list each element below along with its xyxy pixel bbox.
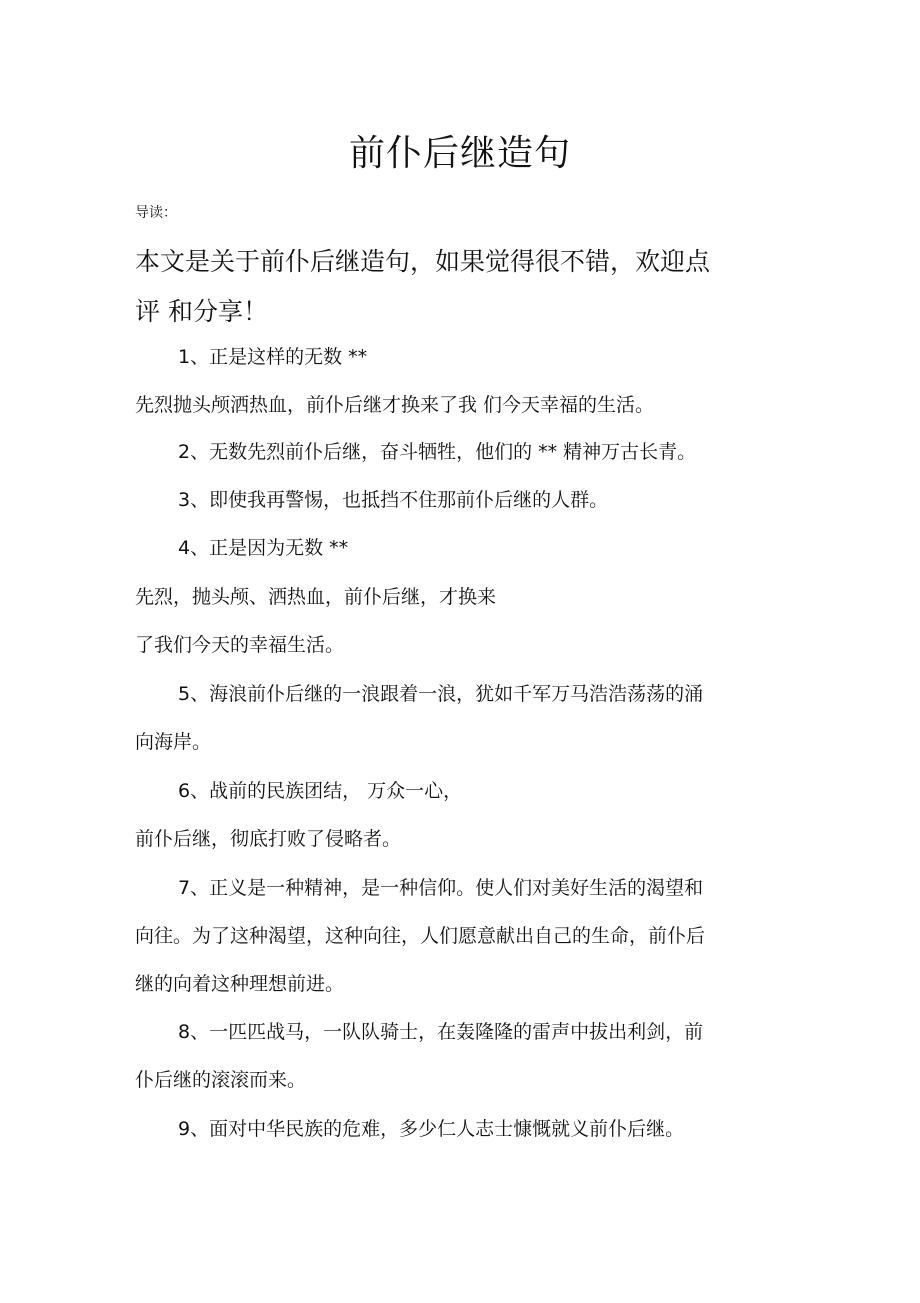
document-title: 前仆后继造句 [348,133,571,174]
sentence-2: 2、无数先烈前仆后继，奋斗牺牲，他们的 ** 精神万古长青。 [178,441,697,463]
intro-label: 导读： [135,205,177,221]
sentence-1-line-1: 1、正是这样的无数 ** [178,346,368,368]
sentence-7-line-3: 继的向着这种理想前进。 [135,973,345,995]
sentence-1-line-2: 先烈抛头颅洒热血，前仆后继才换来了我 们今天幸福的生活。 [135,394,655,416]
sentence-7-line-1: 7、正义是一种精神，是一种信仰。使人们对美好生活的渴望和 [178,877,704,899]
sentence-4-line-2: 先烈，抛头颅、洒热血，前仆后继，才换来 [135,586,497,608]
intro-line: 本文是关于前仆后继造句，如果觉得很不错，欢迎点 [135,247,711,276]
sentence-4-line-1: 4、正是因为无数 ** [178,537,349,559]
sentence-8-line-2: 仆后继的滚滚而来。 [135,1069,307,1091]
sentence-6-line-1: 6、战前的民族团结， 万众一心， [178,780,463,802]
sentence-5-line-1: 5、海浪前仆后继的一浪跟着一浪，犹如千军万马浩浩荡荡的涌 [178,683,704,705]
sentence-7-line-2: 向往。为了这种渴望，这种向往，人们愿意献出自己的生命，前仆后 [135,925,706,947]
sentence-4-line-3: 了我们今天的幸福生活。 [135,634,345,656]
intro-paragraph [135,237,710,337]
intro-line: 评 和分享！ [135,297,268,326]
sentence-9: 9、面对中华民族的危难，多少仁人志士慷慨就义前仆后继。 [178,1118,685,1140]
sentence-6-line-2: 前仆后继，彻底打败了侵略者。 [135,828,402,850]
sentence-5-line-2: 向海岸。 [135,731,212,753]
sentence-8-line-1: 8、一匹匹战马，一队队骑士，在轰隆隆的雷声中拔出利剑，前 [178,1021,704,1043]
sentence-3: 3、即使我再警惕，也抵挡不住那前仆后继的人群。 [178,489,609,511]
